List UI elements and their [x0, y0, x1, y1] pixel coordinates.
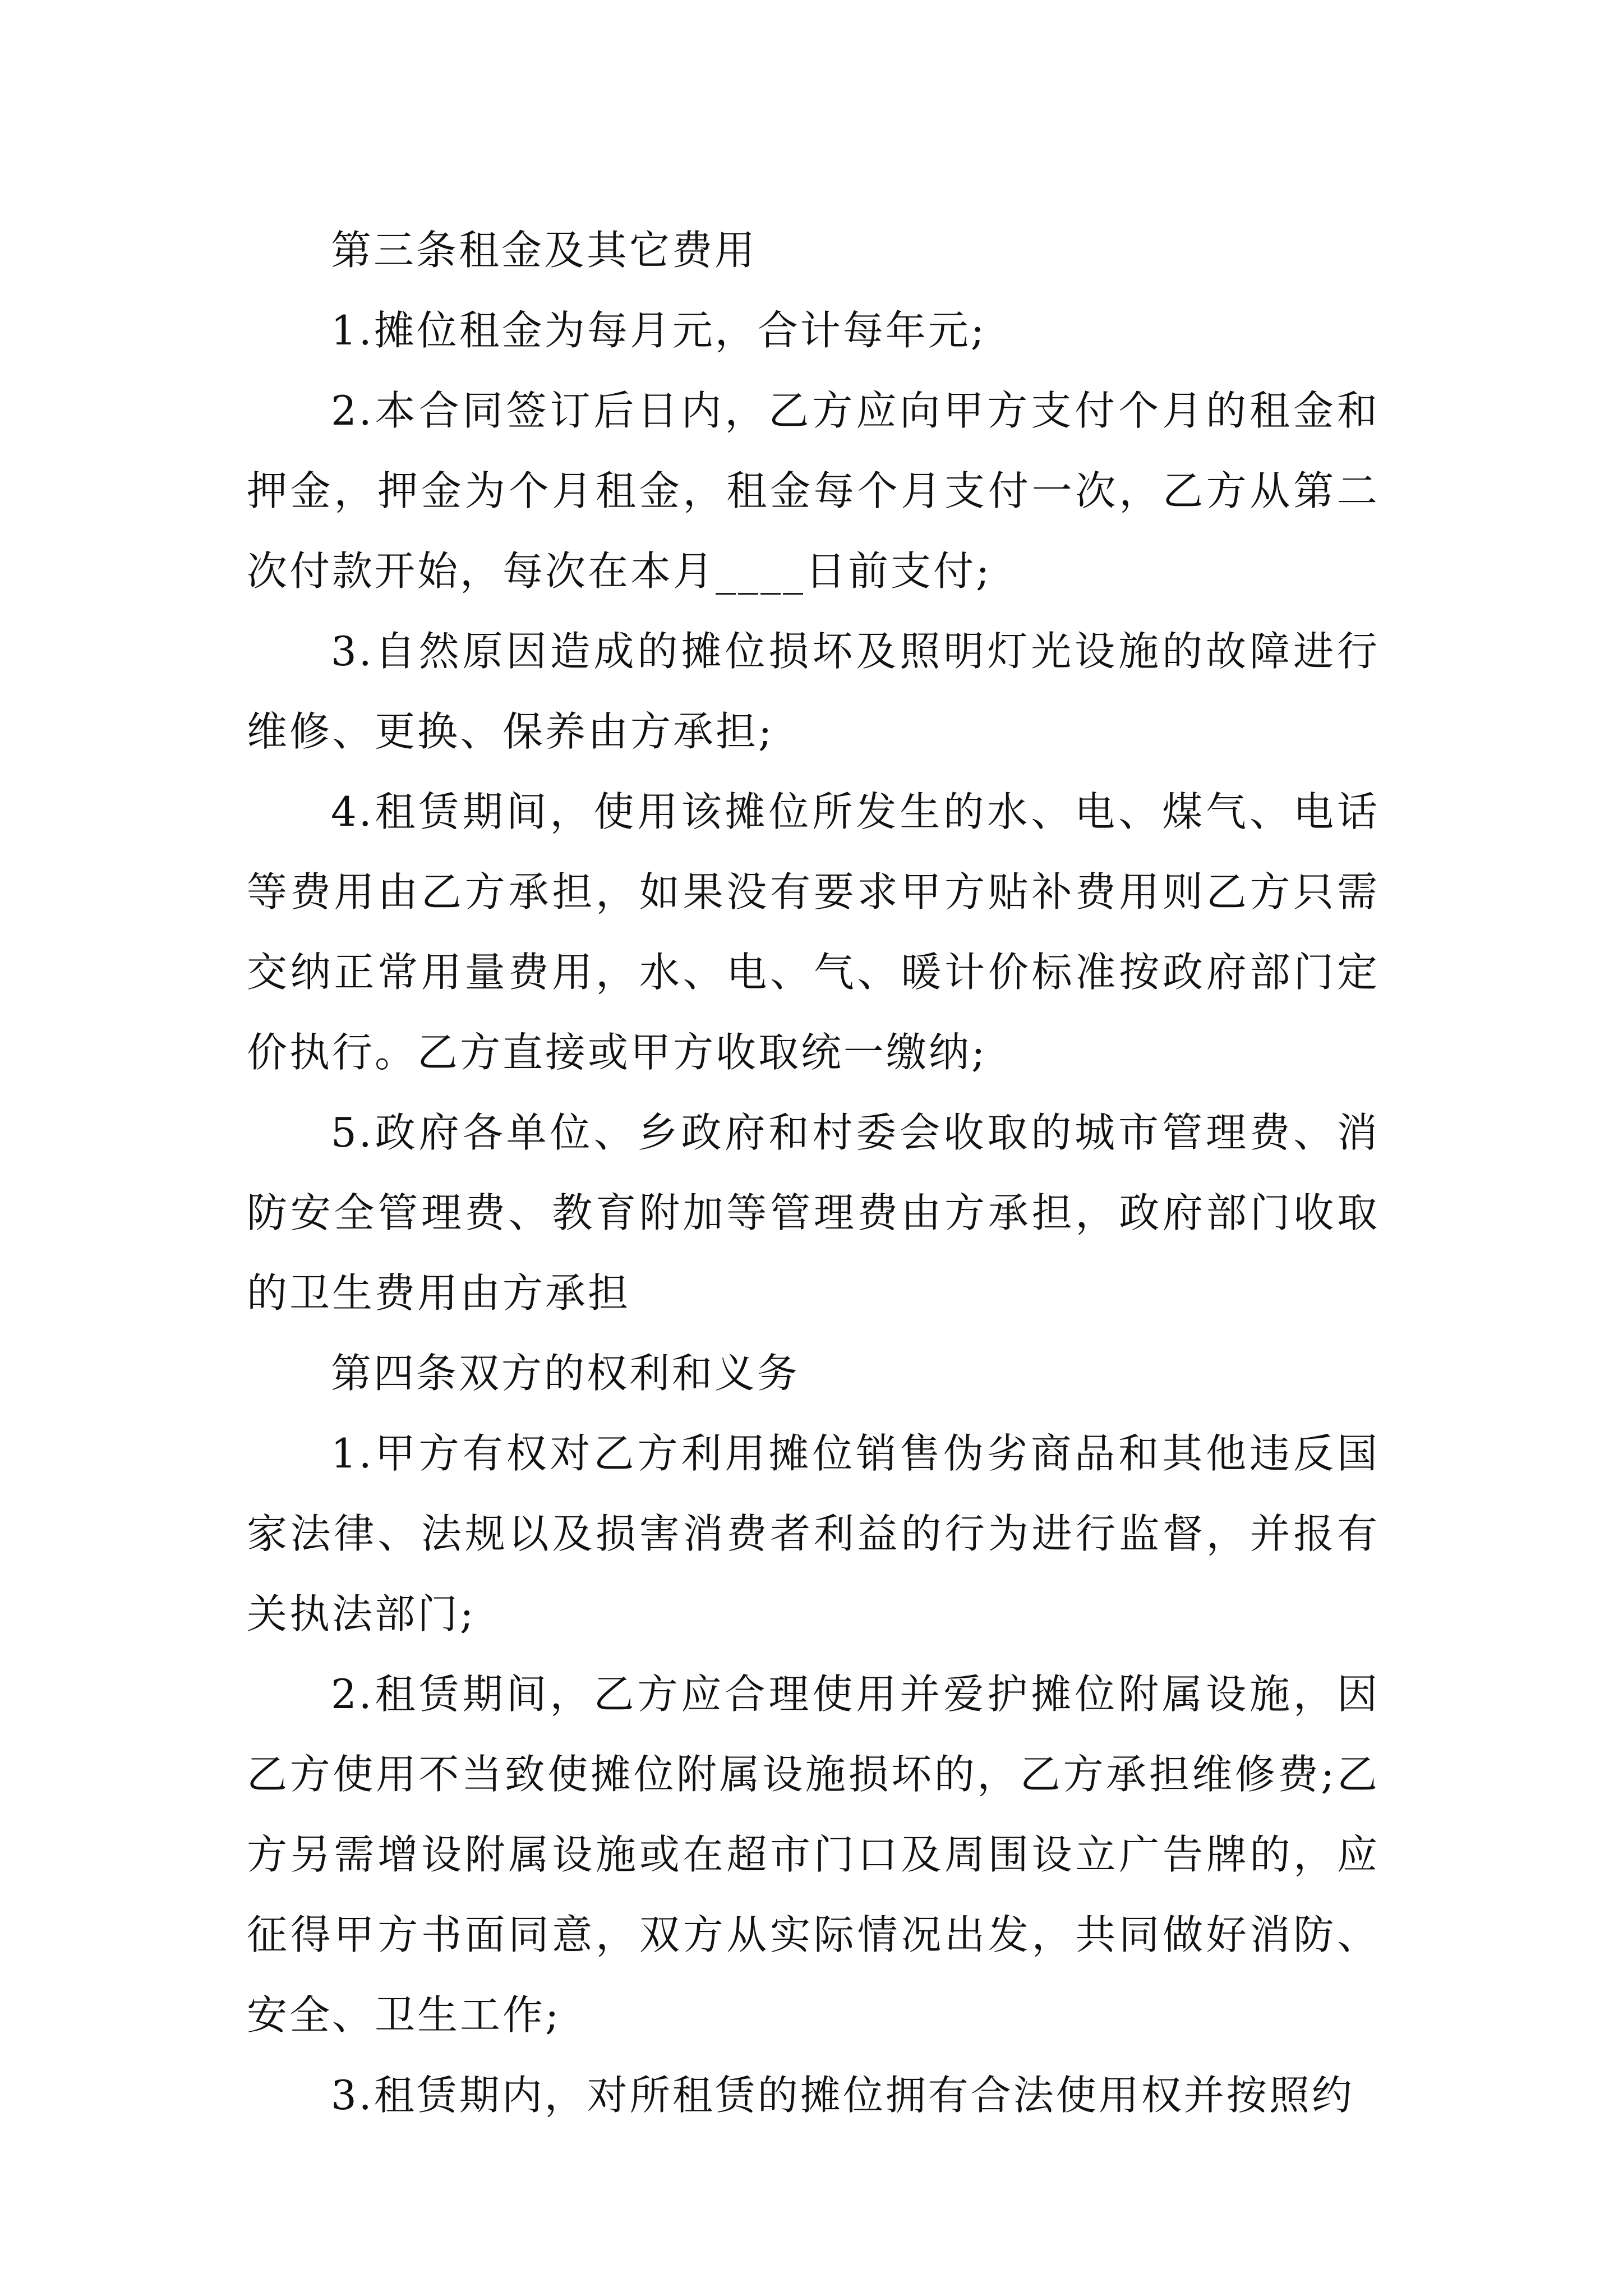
clause-3-3: 3.自然原因造成的摊位损坏及照明灯光设施的故障进行维修、更换、保养由方承担;: [247, 628, 1380, 755]
clause-4-2: 2.租赁期间，乙方应合理使用并爱护摊位附属设施，因乙方使用不当致使摊位附属设施损坏的，乙方承担维修费;乙方另需增设附属设施或在超市门口及周围设立广告牌的，应征得甲方书面同意，双方从实际情况出发，共同做好消防、安全、卫生工作;: [247, 1671, 1380, 2039]
clause-4-3: 3.租赁期内，对所租赁的摊位拥有合法使用权并按照约: [331, 2072, 1354, 2119]
clause-3-5: 5.政府各单位、乡政府和村委会收取的城市管理费、消防安全管理费、教育附加等管理费由方承担，政府部门收取的卫生费用由方承担: [247, 1109, 1380, 1317]
clause-3-4: 4.租赁期间，使用该摊位所发生的水、电、煤气、电话等费用由乙方承担，如果没有要求甲方贴补费用则乙方只需交纳正常用量费用，水、电、气、暖计价标准按政府部门定价执行。乙方直接或甲方收取统一缴纳;: [247, 788, 1380, 1076]
clause-3-1: 1.摊位租金为每月元，合计每年元;: [331, 307, 986, 354]
section-heading-3: 第三条租金及其它费用: [331, 227, 758, 274]
clause-3-2: 2.本合同签订后日内，乙方应向甲方支付个月的租金和押金，押金为个月租金，租金每个月支付一次，乙方从第二次付款开始，每次在本月____日前支付;: [247, 387, 1380, 595]
section-heading-4: 第四条双方的权利和义务: [331, 1350, 800, 1397]
document-body: [247, 210, 1380, 2136]
clause-4-1: 1.甲方有权对乙方利用摊位销售伪劣商品和其他违反国家法律、法规以及损害消费者利益的行为进行监督，并报有关执法部门;: [247, 1430, 1380, 1637]
